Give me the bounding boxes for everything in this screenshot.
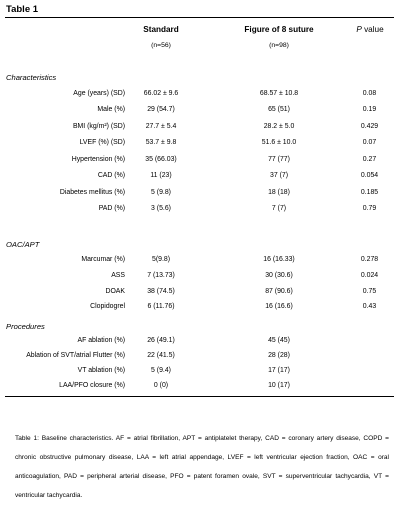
cell-figure8: 28 (28) bbox=[268, 352, 290, 359]
header-p-value bbox=[345, 25, 395, 34]
cell-standard: 29 (54.7) bbox=[147, 106, 175, 113]
cell-standard: 3 (5.6) bbox=[151, 205, 171, 212]
table-row bbox=[0, 337, 400, 348]
table-row bbox=[0, 382, 400, 393]
cell-standard: 66.02 ± 9.6 bbox=[143, 90, 179, 97]
cell-p-value: 0.054 bbox=[360, 172, 379, 179]
cell-standard: 27.7 ± 5.4 bbox=[145, 123, 177, 130]
table-row bbox=[0, 272, 400, 283]
table-row bbox=[0, 189, 400, 200]
cell-p-value: 0.27 bbox=[362, 156, 377, 163]
row-label: Diabetes mellitus (%) bbox=[59, 189, 125, 196]
table-title: Table 1 bbox=[6, 4, 39, 15]
cell-standard: 11 (23) bbox=[150, 172, 172, 179]
cell-p-value: 0.75 bbox=[362, 288, 377, 295]
row-label: VT ablation (%) bbox=[77, 367, 125, 374]
cell-p-value: 0.08 bbox=[362, 90, 377, 97]
cell-standard: 53.7 ± 9.8 bbox=[145, 139, 177, 146]
cell-figure8: 28.2 ± 5.0 bbox=[263, 123, 295, 130]
cell-standard: 5 (9.4) bbox=[151, 367, 171, 374]
table-row bbox=[0, 256, 400, 267]
cell-figure8: 7 (7) bbox=[271, 205, 287, 212]
row-label: PAD (%) bbox=[98, 205, 125, 212]
section-oac-apt: OAC/APT bbox=[6, 240, 40, 249]
table-row bbox=[0, 139, 400, 150]
cell-figure8: 10 (17) bbox=[268, 382, 290, 389]
top-rule bbox=[5, 17, 394, 18]
row-label: CAD (%) bbox=[97, 172, 125, 179]
bottom-rule bbox=[5, 396, 394, 397]
row-label: Hypertension (%) bbox=[71, 156, 125, 163]
cell-standard: 35 (66.03) bbox=[145, 156, 177, 163]
cell-standard: 5 (9.8) bbox=[151, 189, 171, 196]
header-standard-n: (n=56) bbox=[151, 42, 171, 49]
cell-p-value: 0.278 bbox=[360, 256, 379, 263]
cell-figure8: 51.6 ± 10.0 bbox=[261, 139, 297, 146]
table-row bbox=[0, 90, 400, 101]
section-characteristics: Characteristics bbox=[6, 73, 57, 82]
cell-standard: 5(9.8) bbox=[151, 256, 170, 263]
row-label: Ablation of SVT/atrial Flutter (%) bbox=[26, 352, 125, 359]
cell-standard: 0 (0) bbox=[153, 382, 169, 389]
cell-figure8: 16 (16.33) bbox=[263, 256, 295, 263]
cell-standard: 22 (41.5) bbox=[147, 352, 175, 359]
table-row bbox=[0, 123, 400, 134]
header-figure8-n: (n=98) bbox=[269, 42, 289, 49]
section-procedures: Procedures bbox=[6, 322, 45, 331]
cell-figure8: 37 (7) bbox=[269, 172, 288, 179]
table-row bbox=[0, 205, 400, 216]
p-value-suffix: value bbox=[361, 25, 384, 34]
row-label: DOAK bbox=[105, 288, 125, 295]
header-figure8: Figure of 8 suture bbox=[244, 25, 314, 34]
row-label: Age (years) (SD) bbox=[73, 90, 125, 97]
cell-p-value: 0.024 bbox=[360, 272, 379, 279]
cell-figure8: 87 (90.6) bbox=[265, 288, 293, 295]
cell-p-value: 0.185 bbox=[360, 189, 379, 196]
row-label: Clopidogrel bbox=[90, 303, 125, 310]
cell-p-value: 0.43 bbox=[362, 303, 377, 310]
row-label: LVEF (%) (SD) bbox=[79, 139, 125, 146]
cell-p-value: 0.79 bbox=[362, 205, 377, 212]
cell-figure8: 77 (77) bbox=[268, 156, 290, 163]
table-row bbox=[0, 106, 400, 117]
cell-p-value: 0.19 bbox=[362, 106, 377, 113]
table-row bbox=[0, 156, 400, 167]
cell-figure8: 18 (18) bbox=[268, 189, 290, 196]
cell-standard: 7 (13.73) bbox=[147, 272, 175, 279]
table-row bbox=[0, 288, 400, 299]
table-row bbox=[0, 367, 400, 378]
cell-figure8: 45 (45) bbox=[268, 337, 290, 344]
row-label: BMI (kg/m²) (SD) bbox=[72, 123, 125, 130]
row-label: Male (%) bbox=[97, 106, 125, 113]
cell-figure8: 68.57 ± 10.8 bbox=[259, 90, 299, 97]
cell-figure8: 16 (16.6) bbox=[265, 303, 293, 310]
cell-figure8: 17 (17) bbox=[268, 367, 290, 374]
cell-p-value: 0.429 bbox=[360, 123, 379, 130]
cell-standard: 38 (74.5) bbox=[147, 288, 175, 295]
row-label: AF ablation (%) bbox=[77, 337, 125, 344]
header-standard: Standard bbox=[143, 25, 179, 34]
p-letter: P bbox=[356, 25, 362, 34]
row-label: Marcumar (%) bbox=[81, 256, 125, 263]
cell-standard: 26 (49.1) bbox=[147, 337, 175, 344]
cell-figure8: 65 (51) bbox=[268, 106, 290, 113]
table-row bbox=[0, 303, 400, 314]
cell-p-value: 0.07 bbox=[362, 139, 377, 146]
table-row bbox=[0, 172, 400, 183]
table-caption: Table 1: Baseline characteristics. AF = atrial fibrillation, APT = antiplatelet therapy, CAD = coronary artery disease, COPD = chronic obstructive pulmonary disease, LAA = left atrial appendage, LVEF = left ventricular ejection fraction, OAC = oral anticoagulation, PAD = peripheral arterial disease, PFO = patent foramen ovale, SVT = superventricular tachycardia, VT = ventricular tachycardia. bbox=[15, 435, 389, 499]
cell-standard: 6 (11.76) bbox=[147, 303, 175, 310]
row-label: ASS bbox=[111, 272, 125, 279]
table-row bbox=[0, 352, 400, 363]
cell-figure8: 30 (30.6) bbox=[265, 272, 293, 279]
row-label: LAA/PFO closure (%) bbox=[59, 382, 125, 389]
